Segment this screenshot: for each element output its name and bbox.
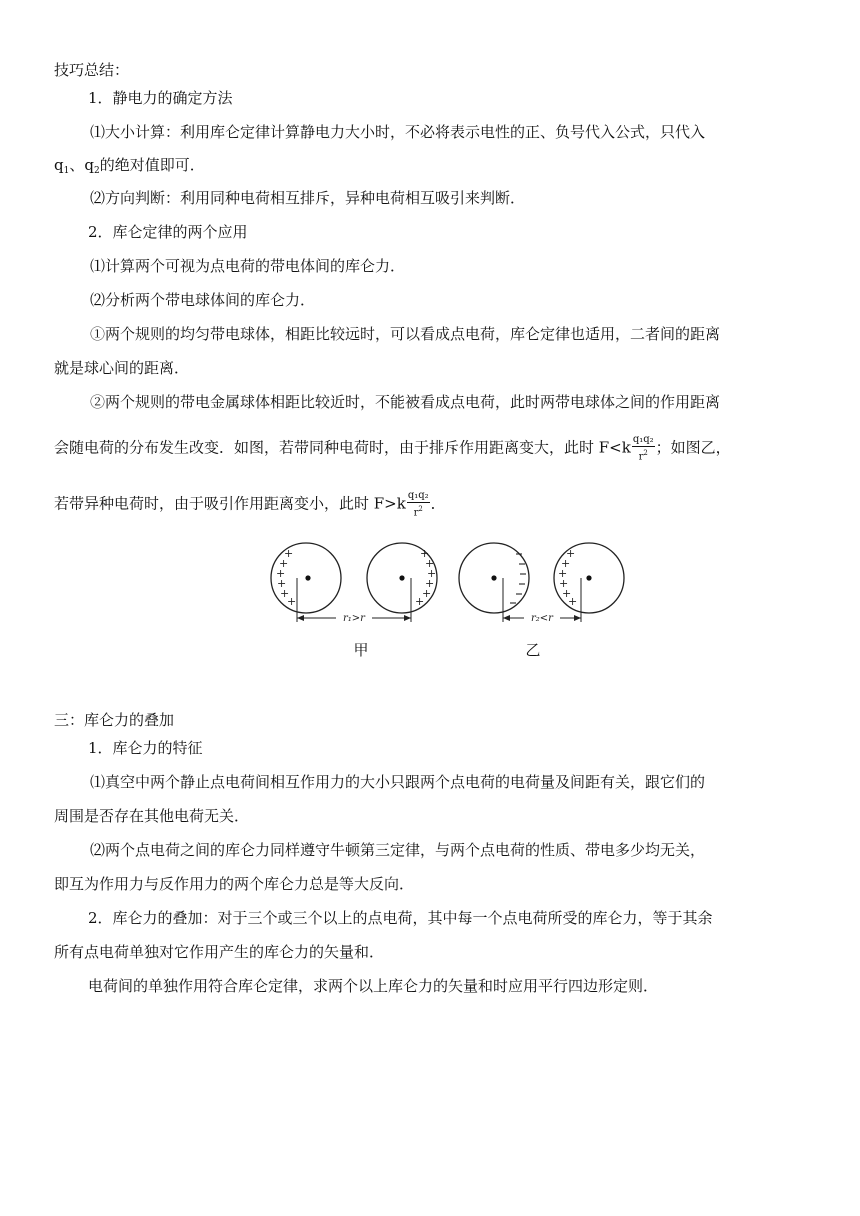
paragraph-direction: ⑵方向判断：利用同种电荷相互排斥，异种电荷相互吸引来判断． bbox=[90, 189, 526, 207]
fraction-exponent: 2 bbox=[643, 449, 648, 457]
section-2-title: 2．库仑定律的两个应用 bbox=[88, 223, 248, 241]
svg-text:+: + bbox=[562, 587, 572, 600]
section-1-title: 1．静电力的确定方法 bbox=[88, 89, 233, 107]
case-2-line-b bbox=[54, 434, 731, 463]
svg-text:+: + bbox=[415, 595, 425, 608]
superposition-line-a: 2．库仑力的叠加：对于三个或三个以上的点电荷，其中每一个点电荷所受的库仑力，等于其余 bbox=[88, 909, 713, 927]
svg-text:+: + bbox=[422, 587, 432, 600]
fraction-exponent: 2 bbox=[418, 505, 423, 513]
charged-spheres-figure bbox=[265, 540, 635, 665]
case-2-line-a: ②两个规则的带电金属球体相距比较近时，不能被看成点电荷，此时两带电球体之间的作用距离 bbox=[90, 393, 721, 411]
distance-label-yi: r₂<r bbox=[531, 613, 553, 624]
svg-text:+: + bbox=[427, 567, 437, 580]
svg-text:+: + bbox=[568, 595, 578, 608]
svg-text:+: + bbox=[425, 577, 435, 590]
paragraph-magnitude-a: ⑴大小计算：利用库仑定律计算静电力大小时，不必将表示电性的正、负号代入公式，只代入 bbox=[90, 123, 706, 141]
paragraph-magnitude-b bbox=[54, 155, 205, 181]
svg-text:+: + bbox=[425, 557, 435, 570]
svg-text:+: + bbox=[276, 567, 286, 580]
paragraph-spheres: ⑵分析两个带电球体间的库仑力． bbox=[90, 291, 316, 309]
svg-text:+: + bbox=[280, 587, 290, 600]
fraction-numerator: q₁q₂ bbox=[407, 490, 429, 501]
subscript-1: 1 bbox=[63, 166, 70, 176]
case-1-line-a: ①两个规则的均匀带电球体，相距比较远时，可以看成点电荷，库仑定律也适用，二者间的距离 bbox=[90, 325, 721, 343]
caption-yi: 乙 bbox=[525, 641, 541, 659]
sphere-jia-left bbox=[271, 543, 341, 622]
feature-2-line-a: ⑵两个点电荷之间的库仑力同样遵守牛顿第三定律，与两个点电荷的性质、带电多少均无关， bbox=[90, 841, 706, 859]
formula-fraction bbox=[407, 490, 430, 519]
svg-text:+: + bbox=[559, 577, 569, 590]
case-1-line-b: 就是球心间的距离． bbox=[54, 359, 190, 377]
case-2-text-c: 若带异种电荷时，由于吸引作用距离变小，此时 F>k bbox=[54, 494, 406, 513]
svg-text:+: + bbox=[277, 577, 287, 590]
distance-arrow-yi bbox=[503, 610, 581, 624]
sphere-jia-right bbox=[367, 543, 437, 622]
fraction-denominator: r bbox=[638, 451, 644, 463]
svg-text:+: + bbox=[420, 547, 430, 560]
caption-jia: 甲 bbox=[353, 641, 369, 659]
formula-fraction bbox=[632, 434, 655, 463]
feature-1-line-b: 周围是否存在其他电荷无关． bbox=[54, 807, 250, 825]
summary-heading: 技巧总结： bbox=[54, 61, 130, 79]
svg-text:+: + bbox=[287, 595, 297, 608]
magnitude-tail: 的绝对值即可． bbox=[99, 156, 205, 174]
distance-label-jia: r₁>r bbox=[343, 613, 365, 624]
case-2-text-c-tail: ． bbox=[430, 494, 446, 513]
svg-text:+: + bbox=[284, 547, 294, 560]
svg-text:+: + bbox=[561, 557, 571, 570]
case-2-text-b-tail: ；如图乙， bbox=[655, 438, 731, 457]
feature-2-line-b: 即互为作用力与反作用力的两个库仑力总是等大反向． bbox=[54, 875, 415, 893]
feature-1-line-a: ⑴真空中两个静止点电荷间相互作用力的大小只跟两个点电荷的电荷量及间距有关，跟它们的 bbox=[90, 773, 706, 791]
subscript-2: 2 bbox=[93, 166, 100, 176]
superposition-rule: 电荷间的单独作用符合库仑定律，求两个以上库仑力的矢量和时应用平行四边形定则． bbox=[88, 977, 659, 995]
svg-text:+: + bbox=[558, 567, 568, 580]
q-symbol: q bbox=[54, 156, 64, 174]
fraction-denominator: r bbox=[413, 507, 419, 519]
section-3-heading: 三：库仑力的叠加 bbox=[54, 711, 175, 729]
sphere-yi-right bbox=[554, 543, 624, 622]
svg-text:+: + bbox=[566, 547, 576, 560]
paragraph-point-charges: ⑴计算两个可视为点电荷的带电体间的库仑力． bbox=[90, 257, 406, 275]
fraction-numerator: q₁q₂ bbox=[632, 434, 654, 445]
svg-text:+: + bbox=[279, 557, 289, 570]
superposition-line-b: 所有点电荷单独对它作用产生的库仑力的矢量和． bbox=[54, 943, 385, 961]
case-2-line-c bbox=[54, 490, 446, 519]
case-2-text-b: 会随电荷的分布发生改变．如图，若带同种电荷时，由于排斥作用距离变大，此时 F<k bbox=[54, 438, 631, 457]
section-3-title-1: 1．库仑力的特征 bbox=[88, 739, 203, 757]
q-separator: 、q bbox=[69, 156, 94, 174]
sphere-yi-left bbox=[459, 543, 529, 622]
